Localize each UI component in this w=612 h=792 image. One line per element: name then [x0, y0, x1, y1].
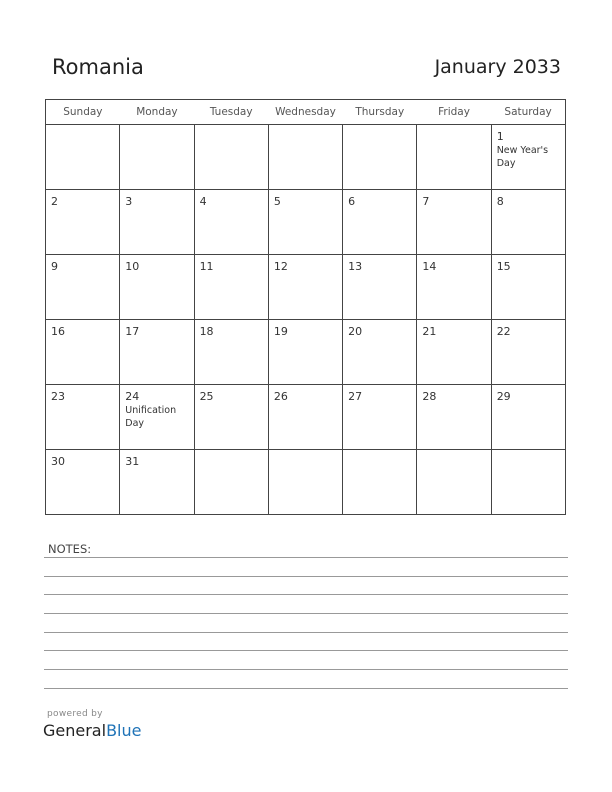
weekday-header: Saturday — [491, 100, 565, 125]
day-cell — [46, 450, 120, 515]
day-number: 2 — [51, 195, 58, 208]
day-cell — [120, 450, 194, 515]
day-cell — [417, 255, 491, 320]
day-cell — [120, 190, 194, 255]
day-cell — [194, 190, 268, 255]
day-number: 16 — [51, 325, 65, 338]
day-number: 8 — [496, 195, 504, 208]
day-number: 22 — [496, 325, 511, 338]
calendar-grid — [45, 99, 566, 515]
notes-line — [44, 613, 568, 614]
notes-line — [44, 669, 568, 670]
day-cell — [343, 255, 417, 320]
day-number: 18 — [199, 325, 214, 338]
weekday-header: Wednesday — [268, 100, 342, 125]
day-number: 15 — [496, 260, 511, 273]
notes-line — [44, 688, 568, 689]
week-row — [46, 320, 566, 385]
day-cell — [194, 255, 268, 320]
notes-line — [44, 650, 568, 651]
day-number: 7 — [422, 195, 430, 208]
day-cell — [343, 320, 417, 385]
day-number: 1 — [496, 130, 504, 143]
day-cell — [417, 190, 491, 255]
day-cell — [491, 450, 565, 515]
week-row — [46, 385, 566, 450]
day-number: 13 — [348, 260, 363, 273]
holiday-label: New Year's Day — [496, 145, 549, 169]
day-number: 6 — [348, 195, 356, 208]
day-number: 10 — [125, 260, 140, 273]
day-cell — [46, 190, 120, 255]
day-cell — [120, 125, 194, 190]
day-cell — [120, 385, 194, 450]
notes-line — [44, 576, 568, 577]
week-row — [46, 190, 566, 255]
day-number: 23 — [51, 390, 65, 403]
day-cell — [343, 125, 417, 190]
day-number: 14 — [422, 260, 437, 273]
day-cell — [268, 385, 342, 450]
notes-label: NOTES: — [48, 542, 92, 556]
day-cell — [46, 255, 120, 320]
day-cell — [268, 320, 342, 385]
day-number: 27 — [348, 390, 363, 403]
day-cell — [417, 385, 491, 450]
day-number: 11 — [199, 260, 214, 273]
day-cell — [194, 320, 268, 385]
day-cell — [120, 255, 194, 320]
brand-blue: Blue — [106, 721, 142, 740]
day-number: 17 — [125, 325, 140, 338]
day-cell — [120, 320, 194, 385]
week-row — [46, 125, 566, 190]
day-cell — [343, 190, 417, 255]
notes-line — [44, 557, 568, 558]
day-number: 29 — [496, 390, 511, 403]
day-cell — [194, 125, 268, 190]
week-row — [46, 255, 566, 320]
weekday-header: Friday — [417, 100, 491, 125]
day-number: 24 — [125, 390, 140, 403]
weekday-header: Thursday — [343, 100, 417, 125]
day-number: 25 — [199, 390, 214, 403]
day-cell — [417, 450, 491, 515]
week-row — [46, 450, 566, 515]
weekday-header-row — [46, 100, 566, 125]
day-cell — [417, 125, 491, 190]
brand-logo — [43, 721, 141, 740]
weekday-header: Monday — [120, 100, 194, 125]
day-cell — [268, 190, 342, 255]
day-cell — [491, 320, 565, 385]
day-cell — [46, 320, 120, 385]
day-cell — [194, 385, 268, 450]
day-cell — [491, 255, 565, 320]
day-number: 30 — [51, 455, 65, 468]
day-number: 9 — [51, 260, 58, 273]
day-cell — [268, 450, 342, 515]
day-number: 4 — [199, 195, 207, 208]
day-number: 3 — [125, 195, 133, 208]
day-cell — [491, 190, 565, 255]
day-cell — [268, 125, 342, 190]
day-cell — [491, 385, 565, 450]
day-cell — [343, 385, 417, 450]
country-title: Romania — [52, 55, 144, 79]
day-cell — [268, 255, 342, 320]
brand-general: General — [43, 721, 107, 740]
day-number: 12 — [273, 260, 288, 273]
month-year-title: January 2033 — [434, 56, 561, 78]
day-cell — [46, 385, 120, 450]
weekday-header: Sunday — [46, 100, 120, 125]
notes-line — [44, 594, 568, 595]
day-cell — [417, 320, 491, 385]
day-number: 31 — [125, 455, 140, 468]
day-cell — [343, 450, 417, 515]
day-cell — [46, 125, 120, 190]
day-cell — [491, 125, 565, 190]
day-number: 28 — [422, 390, 437, 403]
day-number: 20 — [348, 325, 363, 338]
day-number: 19 — [273, 325, 288, 338]
day-number: 21 — [422, 325, 437, 338]
holiday-label: Unification Day — [125, 405, 177, 429]
weekday-header: Tuesday — [194, 100, 268, 125]
notes-line — [44, 632, 568, 633]
day-cell — [194, 450, 268, 515]
powered-by-text: powered by — [47, 709, 103, 719]
day-number: 5 — [273, 195, 281, 208]
day-number: 26 — [273, 390, 288, 403]
